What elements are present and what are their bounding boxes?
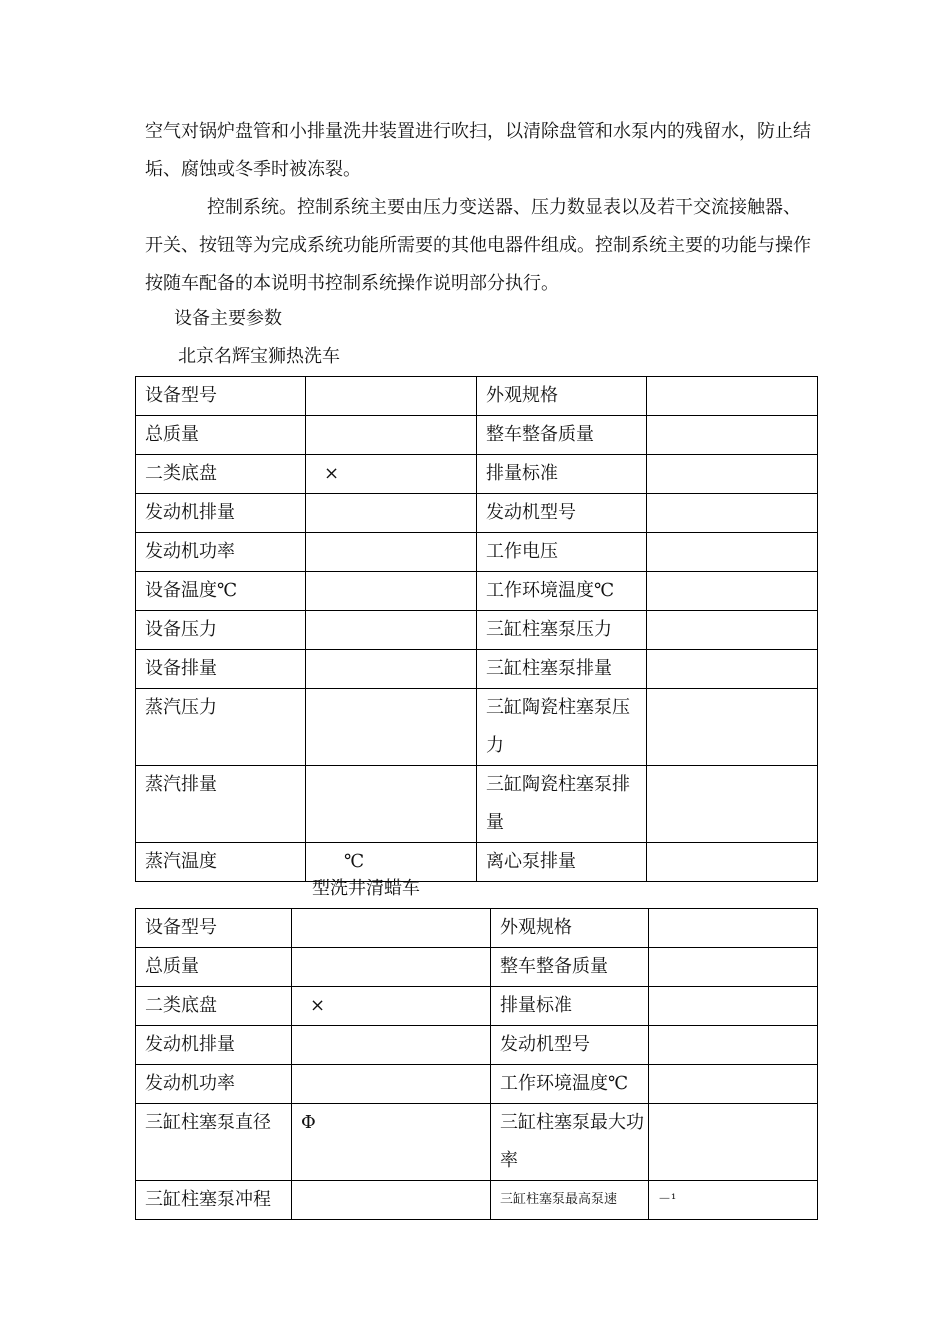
table-cell: ℃ bbox=[306, 843, 477, 882]
table-cell bbox=[647, 611, 818, 650]
table-row bbox=[136, 650, 818, 689]
table-cell: 蒸汽排量 bbox=[136, 766, 306, 843]
table-cell: 发动机型号 bbox=[491, 1026, 649, 1065]
table-cell: × bbox=[292, 987, 491, 1026]
table-cell bbox=[649, 909, 818, 948]
table-cell: 三缸柱塞泵直径 bbox=[136, 1104, 292, 1181]
table-cell bbox=[649, 1065, 818, 1104]
table-cell: 工作环境温度℃ bbox=[491, 1065, 649, 1104]
intro-paragraph-2: 控制系统。控制系统主要由压力变送器、压力数显表以及若干交流接触器、开关、按钮等为完成系统功能所需要的其他电器件组成。控制系统主要的功能与操作按随车配备的本说明书控制系统操作说明部分执行。 bbox=[145, 197, 811, 294]
table-cell: 三缸柱塞泵最大功率 bbox=[491, 1104, 649, 1181]
table-row bbox=[136, 494, 818, 533]
table2-heading: 型洗井清蜡车 bbox=[312, 878, 420, 899]
table-row bbox=[136, 533, 818, 572]
table-cell: 二类底盘 bbox=[136, 987, 292, 1026]
table-cell bbox=[306, 416, 477, 455]
table-cell: 发动机功率 bbox=[136, 533, 306, 572]
table-row bbox=[136, 1104, 818, 1181]
table-row bbox=[136, 948, 818, 987]
table-cell bbox=[649, 948, 818, 987]
params-heading: 设备主要参数 bbox=[174, 308, 282, 329]
table-cell bbox=[306, 689, 477, 766]
table-cell: 设备排量 bbox=[136, 650, 306, 689]
table-cell: 整车整备质量 bbox=[477, 416, 647, 455]
table-row bbox=[136, 1065, 818, 1104]
table-row bbox=[136, 572, 818, 611]
table-cell: 发动机排量 bbox=[136, 1026, 292, 1065]
table-cell: 二类底盘 bbox=[136, 455, 306, 494]
table-row bbox=[136, 1181, 818, 1220]
table-cell: －¹ bbox=[649, 1181, 818, 1220]
table-cell bbox=[647, 766, 818, 843]
table-cell bbox=[292, 1181, 491, 1220]
table-cell: 离心泵排量 bbox=[477, 843, 647, 882]
table-cell: 外观规格 bbox=[491, 909, 649, 948]
table-cell bbox=[647, 377, 818, 416]
table-cell bbox=[306, 533, 477, 572]
table1-spec-table bbox=[135, 376, 818, 882]
table-cell bbox=[647, 843, 818, 882]
table-cell: 三缸柱塞泵压力 bbox=[477, 611, 647, 650]
table-cell bbox=[647, 533, 818, 572]
table-cell bbox=[306, 572, 477, 611]
table-cell: Φ bbox=[292, 1104, 491, 1181]
table-row bbox=[136, 843, 818, 882]
table-cell: 三缸陶瓷柱塞泵排量 bbox=[477, 766, 647, 843]
table-cell bbox=[647, 416, 818, 455]
table-row bbox=[136, 1026, 818, 1065]
table1-heading: 北京名辉宝狮热洗车 bbox=[178, 346, 340, 367]
table-cell: 总质量 bbox=[136, 948, 292, 987]
table-cell: 工作电压 bbox=[477, 533, 647, 572]
table-row bbox=[136, 416, 818, 455]
table-cell: 外观规格 bbox=[477, 377, 647, 416]
table-cell bbox=[647, 650, 818, 689]
table-cell: 三缸柱塞泵冲程 bbox=[136, 1181, 292, 1220]
table-cell: 设备型号 bbox=[136, 377, 306, 416]
table-cell: 三缸柱塞泵最高泵速 bbox=[491, 1181, 649, 1220]
table-cell: 总质量 bbox=[136, 416, 306, 455]
table-cell bbox=[292, 1026, 491, 1065]
table-cell: 发动机型号 bbox=[477, 494, 647, 533]
table-cell: × bbox=[306, 455, 477, 494]
table-cell: 排量标准 bbox=[491, 987, 649, 1026]
table-cell: 三缸柱塞泵排量 bbox=[477, 650, 647, 689]
table-cell: 排量标准 bbox=[477, 455, 647, 494]
table-cell bbox=[292, 948, 491, 987]
table-row bbox=[136, 611, 818, 650]
table-cell: 整车整备质量 bbox=[491, 948, 649, 987]
table-cell: 工作环境温度℃ bbox=[477, 572, 647, 611]
table-cell: 设备温度℃ bbox=[136, 572, 306, 611]
table-cell bbox=[647, 494, 818, 533]
table-cell bbox=[649, 987, 818, 1026]
table-cell bbox=[647, 689, 818, 766]
table2-spec-table bbox=[135, 908, 818, 1220]
table-cell bbox=[306, 650, 477, 689]
table-cell bbox=[306, 494, 477, 533]
table-cell bbox=[647, 455, 818, 494]
table-cell: 蒸汽压力 bbox=[136, 689, 306, 766]
table-row bbox=[136, 455, 818, 494]
table-cell bbox=[306, 611, 477, 650]
table-row bbox=[136, 909, 818, 948]
table-cell bbox=[647, 572, 818, 611]
table-cell: 发动机功率 bbox=[136, 1065, 292, 1104]
table-cell: 三缸陶瓷柱塞泵压力 bbox=[477, 689, 647, 766]
table-cell bbox=[292, 909, 491, 948]
intro-paragraph-1: 空气对锅炉盘管和小排量洗井装置进行吹扫，以清除盘管和水泵内的残留水，防止结垢、腐蚀或冬季时被冻裂。 bbox=[145, 121, 811, 180]
table-row bbox=[136, 987, 818, 1026]
table-cell: 发动机排量 bbox=[136, 494, 306, 533]
table-row bbox=[136, 377, 818, 416]
table-cell: 蒸汽温度 bbox=[136, 843, 306, 882]
table-cell: 设备压力 bbox=[136, 611, 306, 650]
table-cell bbox=[292, 1065, 491, 1104]
table-cell bbox=[306, 377, 477, 416]
table-cell: 设备型号 bbox=[136, 909, 292, 948]
table-row bbox=[136, 766, 818, 843]
table-cell bbox=[649, 1104, 818, 1181]
table-cell bbox=[649, 1026, 818, 1065]
table-cell bbox=[306, 766, 477, 843]
table-row bbox=[136, 689, 818, 766]
